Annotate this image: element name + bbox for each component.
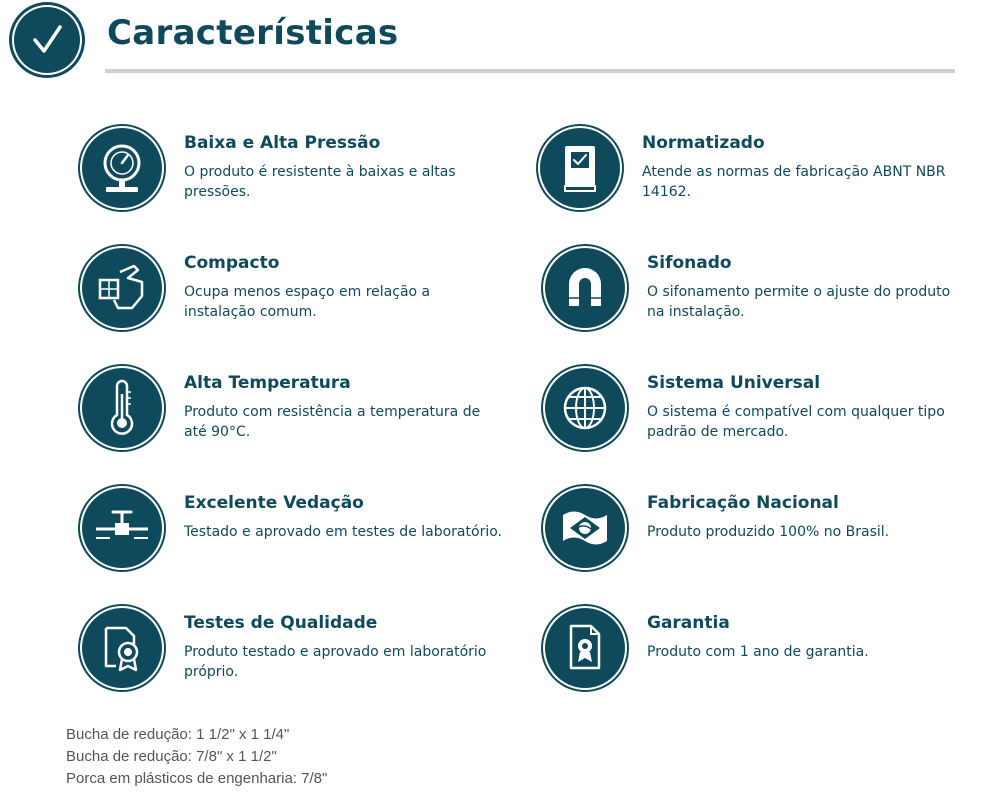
feature-title: Sifonado — [647, 253, 732, 273]
feature-title: Fabricação Nacional — [647, 493, 839, 513]
spec-line: Bucha de redução: 1 1/2" x 1 1/4" — [66, 726, 290, 743]
feature-description: O produto é resistente à baixas e altas pressões. — [184, 164, 456, 200]
title-divider — [105, 69, 955, 73]
feature-warranty — [545, 608, 965, 698]
feature-national-manufacturing — [545, 488, 965, 578]
feature-title: Normatizado — [642, 133, 765, 153]
feature-title: Sistema Universal — [647, 373, 821, 393]
thermometer-icon — [82, 368, 162, 448]
feature-title: Alta Temperatura — [184, 373, 351, 393]
globe-icon — [545, 368, 625, 448]
feature-description: Produto testado e aprovado em laboratório próprio. — [184, 644, 487, 680]
feature-description: Produto com resistência a temperatura de até 90°C. — [184, 404, 481, 440]
feature-pressure — [82, 128, 502, 218]
warranty-document-icon — [545, 608, 625, 688]
feature-description: Testado e aprovado em testes de laboratório. — [184, 524, 502, 540]
spec-line: Porca em plásticos de engenharia: 7/8" — [66, 770, 328, 787]
feature-title: Excelente Vedação — [184, 493, 364, 513]
page-title: Características — [107, 13, 399, 53]
feature-standards — [540, 128, 960, 218]
header-check-badge — [14, 7, 80, 73]
valve-pipe-icon — [82, 488, 162, 568]
pressure-gauge-icon — [82, 128, 162, 208]
feature-sealing — [82, 488, 502, 578]
brazil-flag-icon — [545, 488, 625, 568]
feature-description: Produto com 1 ano de garantia. — [647, 644, 869, 660]
standards-book-icon — [540, 128, 620, 208]
feature-description: Ocupa menos espaço em relação a instalação comum. — [184, 284, 431, 320]
feature-compact — [82, 248, 502, 338]
spec-line: Bucha de redução: 7/8" x 1 1/2" — [66, 748, 277, 765]
feature-title: Baixa e Alta Pressão — [184, 133, 381, 153]
feature-quality-tests — [82, 608, 502, 698]
feature-description: O sifonamento permite o ajuste do produto na instalação. — [647, 284, 951, 320]
feature-title: Testes de Qualidade — [184, 613, 378, 633]
certificate-badge-icon — [82, 608, 162, 688]
feature-description: O sistema é compatível com qualquer tipo padrão de mercado. — [647, 404, 945, 440]
feature-temperature — [82, 368, 502, 458]
feature-siphon — [545, 248, 965, 338]
feature-title: Compacto — [184, 253, 280, 273]
spec-list — [66, 724, 327, 790]
checkmark-icon — [14, 7, 80, 73]
feature-description: Produto produzido 100% no Brasil. — [647, 524, 890, 540]
feature-description: Atende as normas de fabricação ABNT NBR 14162. — [642, 164, 946, 200]
hand-holding-chip-icon — [82, 248, 162, 328]
feature-universal-system — [545, 368, 965, 458]
feature-title: Garantia — [647, 613, 730, 633]
siphon-u-icon — [545, 248, 625, 328]
